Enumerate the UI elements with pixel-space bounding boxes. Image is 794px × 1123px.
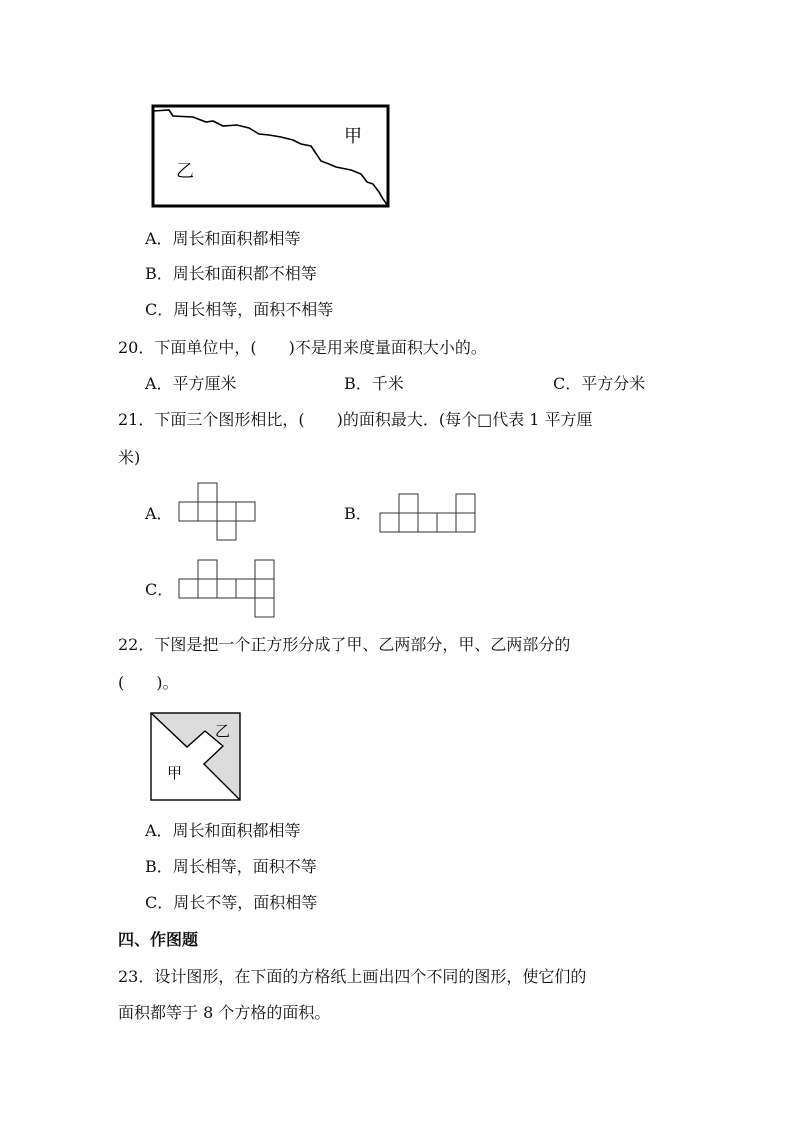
q22-stem-line1: 22．下图是把一个正方形分成了甲、乙两部分，甲、乙两部分的 <box>118 635 571 654</box>
q22-label-jia: 甲 <box>167 764 183 782</box>
q22-option-c: C．周长不等，面积相等 <box>145 893 318 912</box>
q19-option-b: B．周长和面积都不相等 <box>145 264 317 283</box>
q22-option-b: B．周长相等，面积不等 <box>145 857 317 876</box>
q19-option-c: C．周长相等，面积不相等 <box>145 300 334 319</box>
q23-stem-line1: 23．设计图形，在下面的方格纸上画出四个不同的图形，使它们的 <box>118 967 587 986</box>
q21-figure-c <box>179 559 279 619</box>
q20-option-c: C．平方分米 <box>553 374 646 393</box>
q20-option-b: B．千米 <box>344 374 404 393</box>
q21-figure-a <box>179 482 259 542</box>
q21-figure-b <box>380 493 480 535</box>
q19-label-yi: 乙 <box>176 161 194 182</box>
q20-stem: 20．下面单位中，( )不是用来度量面积大小的。 <box>118 338 487 357</box>
q21-label-b: B． <box>344 504 372 523</box>
q22-option-a: A．周长和面积都相等 <box>145 821 301 840</box>
q20-option-a: A．平方厘米 <box>145 374 237 393</box>
q19-option-a: A．周长和面积都相等 <box>145 229 301 248</box>
q22-stem-line2: ( )。 <box>118 673 179 692</box>
q22-square-figure <box>149 712 243 802</box>
q21-stem-line2: 米) <box>118 448 141 467</box>
q19-rectangle-figure <box>151 104 391 209</box>
q21-label-c: C． <box>145 580 174 599</box>
q21-stem-line1: 21．下面三个图形相比，( )的面积最大．(每个□代表 1 平方厘 <box>118 410 593 429</box>
q22-label-yi: 乙 <box>215 722 231 740</box>
section-title: 四、作图题 <box>118 930 199 949</box>
q21-label-a: A． <box>145 504 173 523</box>
q23-stem-line2: 面积都等于 8 个方格的面积。 <box>118 1003 331 1022</box>
q19-label-jia: 甲 <box>344 126 362 147</box>
